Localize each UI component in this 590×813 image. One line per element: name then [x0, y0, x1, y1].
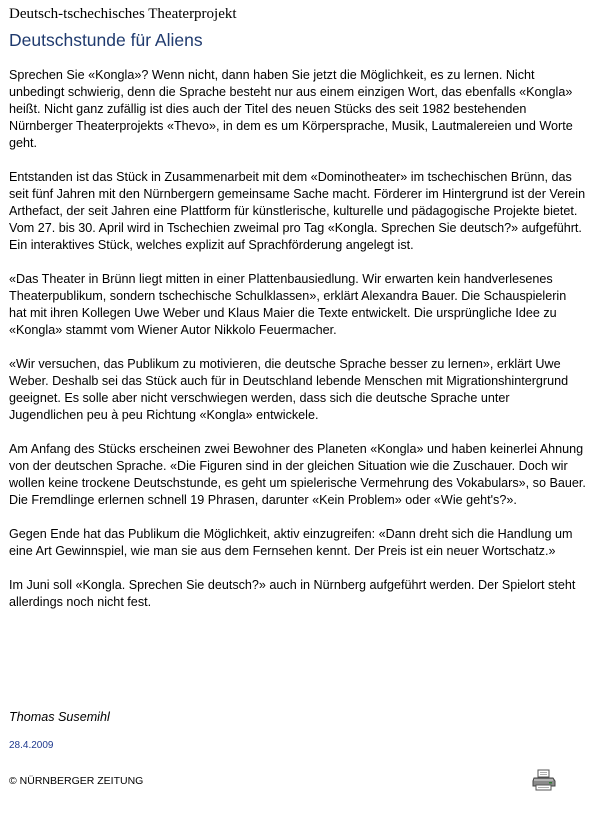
copyright-notice: © NÜRNBERGER ZEITUNG — [9, 775, 144, 787]
article-body — [9, 67, 587, 628]
article-paragraph: Sprechen Sie «Kongla»? Wenn nicht, dann haben Sie jetzt die Möglichkeit, es zu lernen. Nicht unbedingt schwierig, denn die Sprache besteht nur aus einem einzigen Wort, das ebenfalls «Kongla» heißt. Nicht ganz zufällig ist dies auch der Titel des neuen Stücks des seit 1982 bestehenden Nürnberger Theaterprojekts «Thevo», in dem es um Körpersprache, Musik, Lautmalereien und Worte geht. — [9, 68, 573, 150]
article-paragraph: Gegen Ende hat das Publikum die Möglichkeit, aktiv einzugreifen: «Dann dreht sich die Handlung um eine Art Gewinnspiel, wie man sie aus dem Fernsehen kennt. Der Preis ist ein neuer Wortschatz.» — [9, 527, 573, 558]
article-paragraph: Am Anfang des Stücks erscheinen zwei Bewohner des Planeten «Kongla» und haben keinerlei Ahnung von der deutschen Sprache. «Die Figuren sind in der gleichen Situation wie die Zuschauer. Doch wir wollen keine trockene Deutschstunde, es geht um spielerische Vermehrung des Vokabulars», so Bauer. Die Fremdlinge erlernen schnell 19 Phrasen, darunter «Kein Problem» oder «Wie geht's?». — [9, 442, 586, 507]
article-paragraph: Im Juni soll «Kongla. Sprechen Sie deutsch?» auch in Nürnberg aufgeführt werden. Der Spielort steht allerdings noch nicht fest. — [9, 578, 576, 609]
printer-icon — [532, 769, 556, 791]
article-date: 28.4.2009 — [9, 740, 54, 751]
article-headline: Deutschstunde für Aliens — [9, 30, 203, 50]
article-paragraph: «Wir versuchen, das Publikum zu motivieren, die deutsche Sprache besser zu lernen», erklärt Uwe Weber. Deshalb sei das Stück auch für in Deutschland lebende Menschen mit Migrationshintergrund geeignet. Es solle aber nicht verschwiegen werden, dass sich die deutsche Sprache unter Jugendlichen peu à peu Richtung «Kongla» entwickele. — [9, 357, 569, 422]
article-author: Thomas Susemihl — [9, 710, 110, 724]
article-paragraph: Entstanden ist das Stück in Zusammenarbeit mit dem «Dominotheater» im tschechischen Brünn, das seit fünf Jahren mit den Nürnbergern gemeinsame Sache macht. Förderer im Hintergrund ist der Verein Arthefact, der seit Jahren eine Plattform für künstlerische, kulturelle und pädagogische Projekte bietet. Vom 27. bis 30. April wird in Tschechien zweimal pro Tag «Kongla. Sprechen Sie deutsch?» aufgeführt. Ein interaktives Stück, welches explizit auf Sprachförderung angelegt ist. — [9, 170, 586, 252]
print-button[interactable] — [532, 769, 556, 791]
article-kicker: Deutsch-tschechisches Theaterprojekt — [9, 6, 237, 22]
article-paragraph: «Das Theater in Brünn liegt mitten in einer Plattenbausiedlung. Wir erwarten kein handverlesenes Theaterpublikum, sondern tschechische Schulklassen», erklärt Alexandra Bauer. Die Schauspielerin hat mit ihren Kollegen Uwe Weber und Klaus Maier die Texte entwickelt. Die ursprüngliche Idee zu «Kongla» stammt vom Wiener Autor Nikkolo Feuermacher. — [9, 272, 567, 337]
